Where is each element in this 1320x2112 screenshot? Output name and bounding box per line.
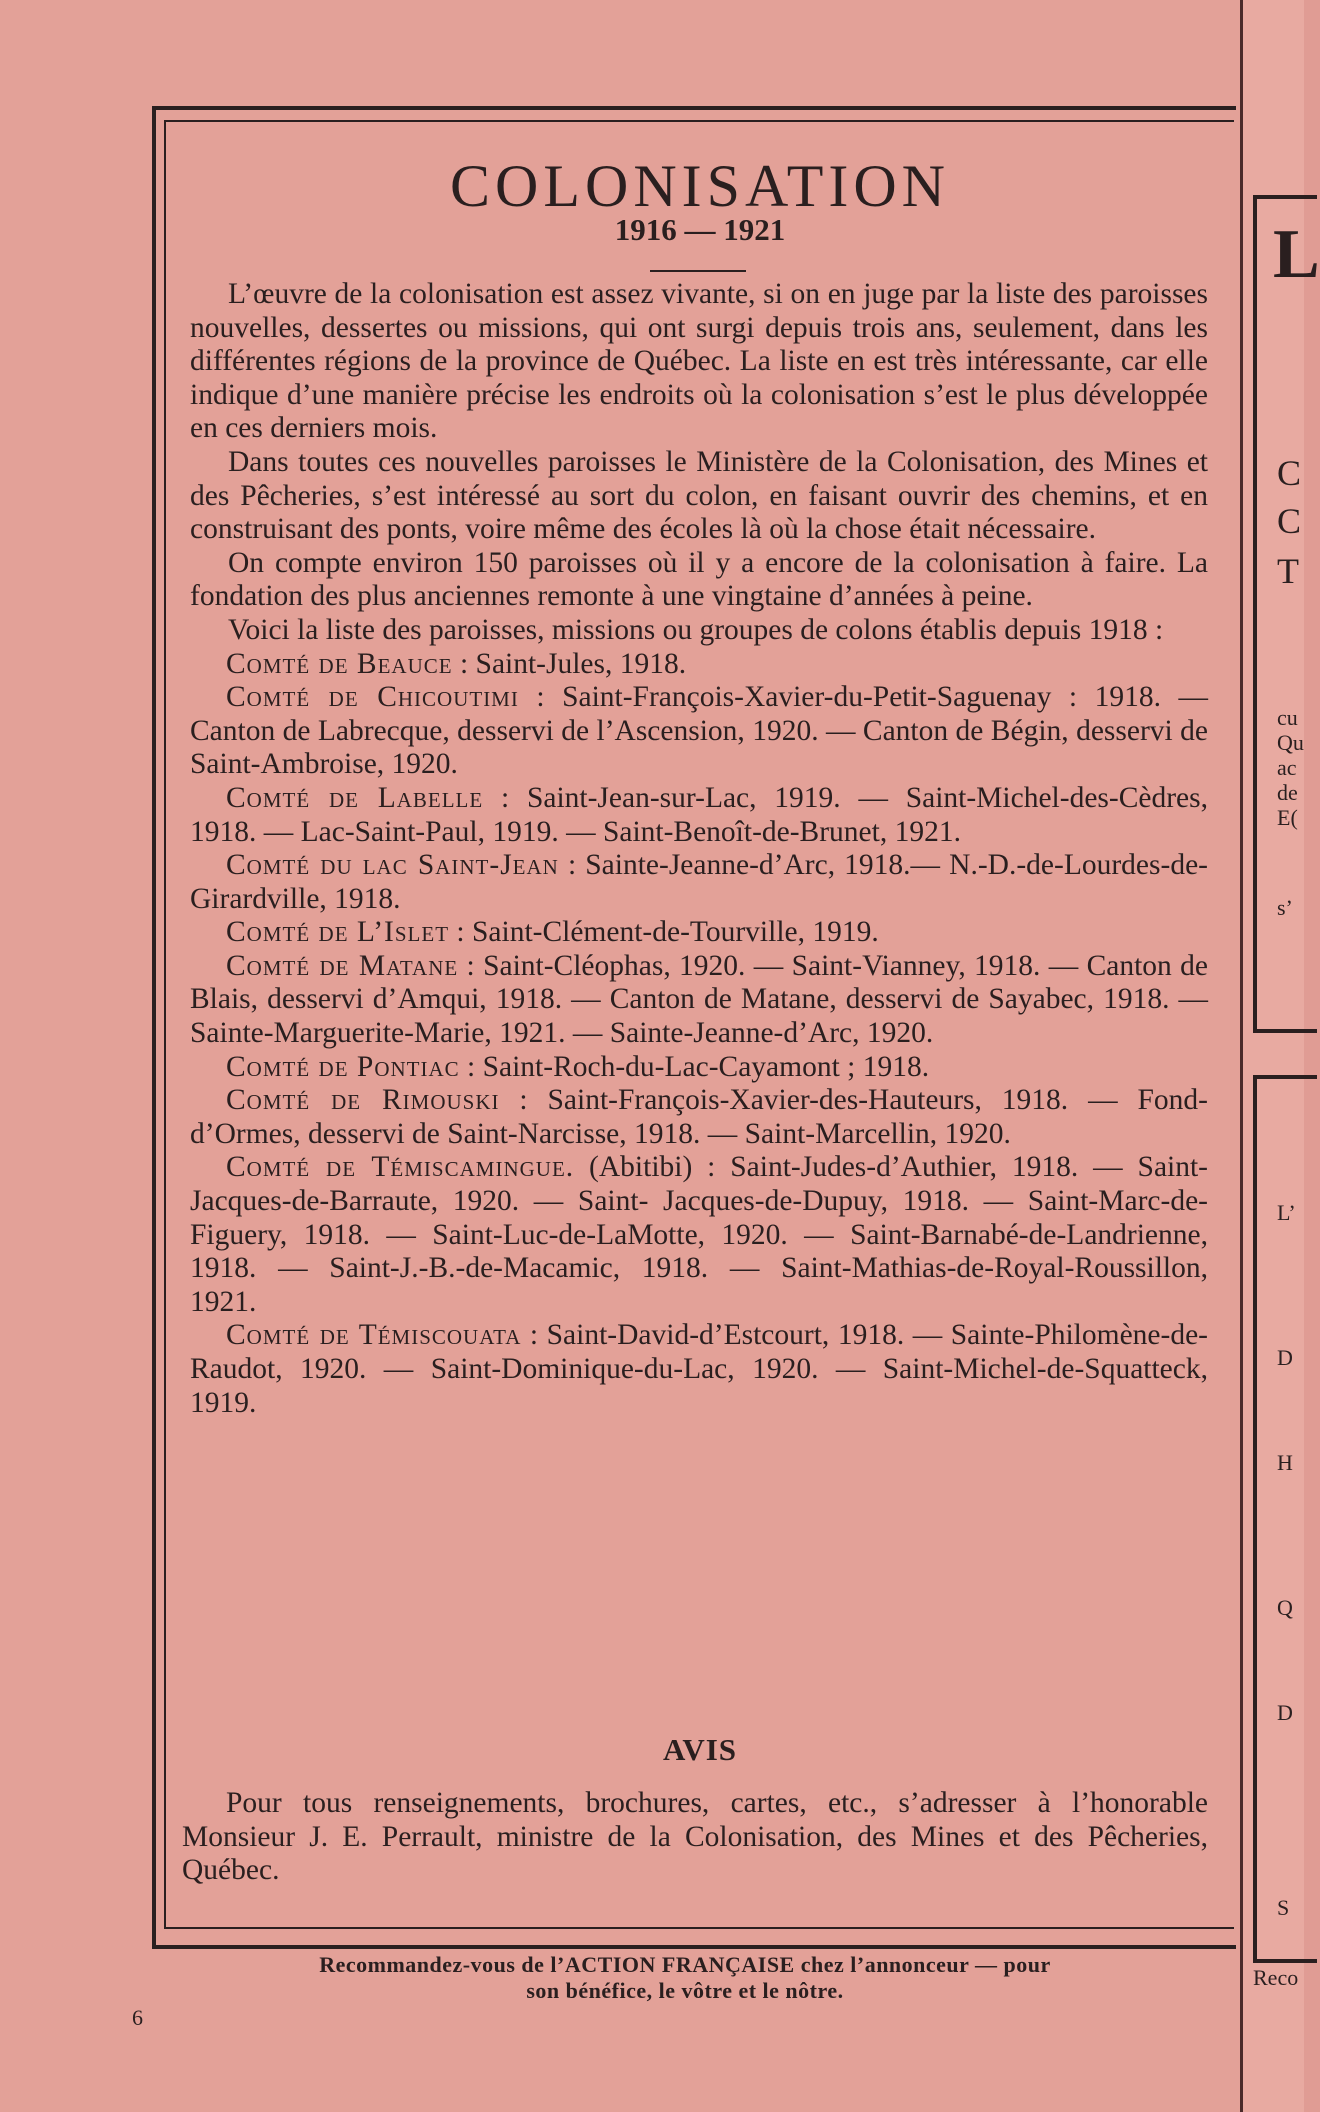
side-fragment: Q xyxy=(1277,1595,1293,1620)
paragraph: Voici la liste des paroisses, missions ou groupes de colons établis depuis 1918 : xyxy=(228,613,1164,646)
county-name: Comté de Témiscouata xyxy=(226,1319,522,1352)
page-number: 6 xyxy=(132,2005,143,2030)
article-years: 1916 — 1921 xyxy=(614,212,786,247)
county-name: Comté de L’Islet xyxy=(226,916,450,949)
footer-line: Recommandez-vous de l’ACTION FRANÇAISE chez l’annonceur — pour xyxy=(319,1952,1051,1977)
avis-body xyxy=(182,1787,1208,1888)
footer-line: son bénéfice, le vôtre et le nôtre. xyxy=(526,1978,844,2003)
side-fragment: L xyxy=(1273,216,1320,293)
county-entry-lac-saint-jean xyxy=(190,849,1208,916)
county-name: Comté de Labelle xyxy=(226,781,484,814)
footer-notice xyxy=(130,1952,1240,2004)
adjacent-page-strip xyxy=(1240,0,1320,2112)
paragraph: Dans toutes ces nouvelles paroisses le Ministère de la Colonisation, des Mines et des Pêcheries, s’est intéressé au sort du colon, en faisant ouvrir des chemins, et en construisant des ponts, voire même des écoles là où la chose était nécessaire. xyxy=(190,445,1208,546)
paragraph: L’œuvre de la colonisation est assez vivante, si on en juge par la liste des paroisses nouvelles, dessertes ou missions, qui ont surgi depuis trois ans, seulement, dans les différentes régions de la province de Québec. La liste en est très intéressante, car elle indique d’une manière précise les endroits où la colonisation s’est le plus développée en ces derniers mois. xyxy=(190,278,1208,445)
county-name: Comté de Témiscamingue. xyxy=(226,1151,575,1184)
county-text: : Saint-David-d’Estcourt, 1918. — Sainte-Philomène-de-Raudot, 1920. — Saint-Dominique-du-Lac, 1920. — Saint-Michel-de-Squatteck, 1919. xyxy=(190,1319,1209,1419)
side-fragment: C xyxy=(1277,501,1302,541)
county-name: Comté de Beauce xyxy=(226,647,453,680)
avis-heading: AVIS xyxy=(662,1732,738,1767)
side-fragment: E( xyxy=(1277,805,1298,830)
county-entry-matane xyxy=(190,950,1208,1051)
county-text: : Saint-François-Xavier-du-Petit-Saguenay : 1918. — Canton de Labrecque, desservi de l’Ascension, 1920. — Canton de Bégin, desservi de Saint-Ambroise, 1920. xyxy=(190,681,1208,781)
county-name: Comté de Chicoutimi xyxy=(226,681,519,714)
paragraph: On compte environ 150 paroisses où il y a encore de la colonisation à faire. La fondation des plus anciennes remonte à une vingtaine d’années à peine. xyxy=(190,546,1208,613)
side-fragment: D xyxy=(1277,1700,1293,1725)
article-body xyxy=(190,278,1208,1420)
county-entry-labelle xyxy=(190,782,1208,849)
county-entry-beauce xyxy=(190,648,1208,682)
side-fragment: H xyxy=(1277,1450,1293,1475)
avis-paragraph: Pour tous renseignements, brochures, cartes, etc., s’adresser à l’honorable Monsieur J. E. Perrault, ministre de la Colonisation, des Mines et des Pêcheries, Québec. xyxy=(182,1787,1208,1887)
county-entry-temiscamingue xyxy=(190,1151,1208,1319)
county-name: Comté de Pontiac xyxy=(226,1050,460,1083)
side-fragment: de xyxy=(1277,780,1298,805)
county-name: Comté de Rimouski xyxy=(226,1084,500,1117)
county-entry-temiscouata xyxy=(190,1319,1208,1420)
side-fragment: L’ xyxy=(1277,1200,1296,1225)
side-fragment: ac xyxy=(1277,755,1297,780)
county-text: : Saint-Jules, 1918. xyxy=(452,647,687,680)
county-name: Comté de Matane xyxy=(226,949,459,982)
county-text: (Abitibi) : Saint-Judes-d’Authier, 1918. — Saint-Jacques-de-Barraute, 1920. — Saint- Jacques-de-Dupuy, 1918. — Saint-Marc-de-Figuery, 1918. — Saint-Luc-de-LaMotte, 1920. — Saint-Barnabé-de-Landrienne, 1918. — Saint-J.-B.-de-Macamic, 1918. — Saint-Mathias-de-Royal-Roussillon, 1921. xyxy=(190,1151,1209,1318)
county-name: Comté du lac Saint-Jean xyxy=(226,849,559,882)
county-text: : Saint-Roch-du-Lac-Cayamont ; 1918. xyxy=(459,1050,930,1083)
county-entry-chicoutimi xyxy=(190,681,1208,782)
county-entry-rimouski xyxy=(190,1084,1208,1151)
side-fragment: S xyxy=(1277,1895,1290,1920)
side-fragment: D xyxy=(1277,1345,1293,1370)
county-text: : Saint-François-Xavier-des-Hauteurs, 1918. — Fond-d’Ormes, desservi de Saint-Narcisse, 1918. — Saint-Marcellin, 1920. xyxy=(190,1084,1208,1150)
side-fragment: C xyxy=(1277,453,1302,493)
county-text: : Saint-Cléophas, 1920. — Saint-Vianney, 1918. — Canton de Blais, desservi d’Amqui, 1918. — Canton de Matane, desservi de Sayabec, 1918. — Sainte-Marguerite-Marie, 1921. — Sainte-Jeanne-d’Arc, 1920. xyxy=(190,949,1208,1050)
county-entry-pontiac xyxy=(190,1051,1208,1085)
side-fragment: T xyxy=(1277,551,1299,591)
article-title: COLONISATION xyxy=(450,153,950,219)
title-divider xyxy=(650,270,746,272)
side-fragment: s’ xyxy=(1277,895,1293,920)
county-entry-lislet xyxy=(190,916,1208,950)
side-fragment: Reco xyxy=(1253,1965,1299,1990)
county-text: : Saint-Clément-de-Tourville, 1919. xyxy=(449,916,879,949)
side-fragment: cu xyxy=(1277,705,1298,730)
county-text: : Saint-Jean-sur-Lac, 1919. — Saint-Michel-des-Cèdres, 1918. — Lac-Saint-Paul, 1919. — Saint-Benoît-de-Brunet, 1921. xyxy=(190,781,1209,848)
side-fragment: Qu xyxy=(1277,730,1304,755)
county-text: : Sainte-Jeanne-d’Arc, 1918.— N.-D.-de-Lourdes-de-Girardville, 1918. xyxy=(190,849,1208,915)
